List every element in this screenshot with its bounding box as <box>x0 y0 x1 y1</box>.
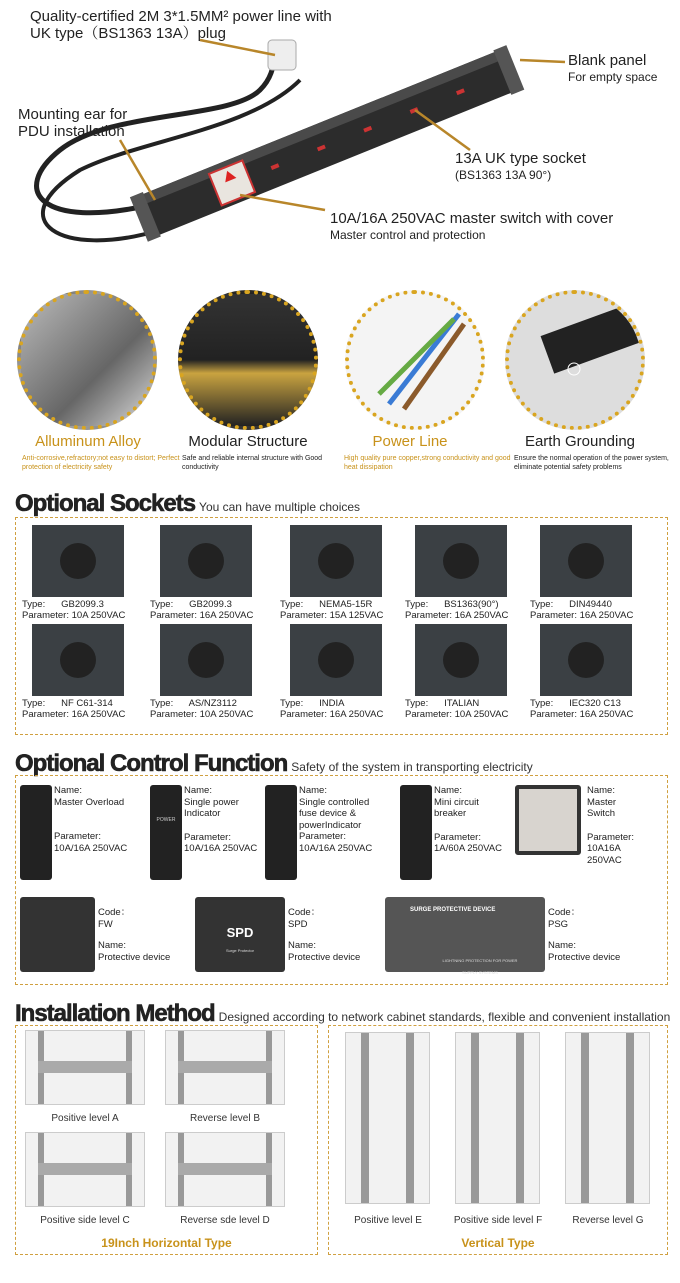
mounting-ear-callout <box>18 106 127 140</box>
parameter-label: Parameter: <box>299 831 346 842</box>
control-image <box>20 785 52 880</box>
control-item <box>150 785 280 885</box>
rack-image <box>165 1132 285 1207</box>
socket-image <box>540 525 632 597</box>
control-text <box>434 785 502 855</box>
socket-parameter <box>150 610 270 621</box>
socket-item <box>530 525 650 621</box>
type-value: GB2099.3 <box>61 599 104 610</box>
control-parameter: 10A16A 250VAC <box>587 843 622 866</box>
socket-image <box>290 525 382 597</box>
socket-image <box>540 624 632 696</box>
protective-text <box>288 907 360 963</box>
socket-item <box>280 525 400 621</box>
optional-control-heading <box>15 750 533 778</box>
socket-item <box>530 624 650 720</box>
control-parameter: 10A/16A 250VAC <box>184 843 258 854</box>
name-label: Name: <box>98 940 126 951</box>
socket-parameter <box>405 610 525 621</box>
section-title: Optional Control Function <box>15 750 288 777</box>
type-label: Type: <box>405 599 429 610</box>
parameter-value: 16A 250VAC <box>199 610 254 621</box>
callout-text: UK type（BS1363 13A）plug <box>30 25 226 42</box>
feature-description: Ensure the normal operation of the power system, eliminate potential safety problems <box>514 455 669 471</box>
code-label: Code： <box>288 907 321 918</box>
control-text <box>587 785 645 866</box>
rack-image <box>165 1030 285 1105</box>
socket-parameter <box>280 610 400 621</box>
type-value: BS1363(90°) <box>444 599 499 610</box>
parameter-label: Parameter: <box>405 610 452 621</box>
type-value: NEMA5-15R <box>319 599 373 610</box>
socket-item <box>22 525 142 621</box>
power-label: POWER <box>156 817 176 823</box>
socket-image <box>32 525 124 597</box>
socket-type <box>530 599 650 610</box>
switch-callout <box>330 210 613 244</box>
parameter-label: Parameter: <box>280 610 327 621</box>
parameter-value: 16A 250VAC <box>329 709 384 720</box>
socket-type <box>405 698 525 709</box>
device-sublabel: Surge Protector <box>225 948 254 953</box>
callout-text: 13A UK type socket <box>455 150 586 167</box>
install-caption: Reverse level G <box>572 1215 644 1226</box>
control-image <box>150 785 182 880</box>
rack-image <box>455 1032 540 1204</box>
device-label: SPD <box>226 925 254 940</box>
type-label: Type: <box>150 698 174 709</box>
protective-image <box>20 897 95 972</box>
type-label: Type: <box>405 698 429 709</box>
socket-type <box>530 698 650 709</box>
control-name: Master Switch <box>587 796 617 819</box>
modular-structure-image <box>178 290 318 430</box>
rack-image <box>565 1032 650 1204</box>
feature-description: High quality pure copper,strong conductivity and good heat dissipation <box>344 455 511 471</box>
socket-type <box>280 599 400 610</box>
device-sublabel: LIGHTNING PROTECTION FOR POWER SUPPLY SYSTEMS <box>442 958 518 975</box>
parameter-label: Parameter: <box>150 610 197 621</box>
parameter-label: Parameter: <box>587 831 634 843</box>
protective-code: SPD <box>288 918 308 930</box>
install-caption: Reverse level B <box>189 1113 261 1124</box>
parameter-value: 16A 250VAC <box>579 709 634 720</box>
parameter-label: Parameter: <box>22 610 69 621</box>
code-label: Code： <box>98 907 131 918</box>
control-text <box>184 785 257 855</box>
socket-item <box>22 624 142 720</box>
type-label: Type: <box>22 698 46 709</box>
parameter-value: 10A 250VAC <box>199 709 254 720</box>
socket-image <box>160 525 252 597</box>
socket-item <box>405 624 525 720</box>
pdu-product-image <box>0 0 680 290</box>
protective-image <box>385 897 545 975</box>
control-parameter: 10A/16A 250VAC <box>54 842 128 854</box>
type-value: GB2099.3 <box>189 599 232 610</box>
protective-text <box>98 907 170 963</box>
control-text <box>54 785 127 854</box>
install-caption: Reverse sde level D <box>180 1215 270 1226</box>
socket-parameter <box>150 709 270 720</box>
control-text <box>299 785 372 854</box>
socket-item <box>280 624 400 720</box>
type-value: IEC320 C13 <box>569 698 621 709</box>
socket-parameter <box>22 610 142 621</box>
callout-text: Blank panel <box>568 52 647 69</box>
socket-type <box>150 698 270 709</box>
type-label: Type: <box>280 599 304 610</box>
name-label: Name: <box>299 785 327 796</box>
section-title: Installation Method <box>15 1000 215 1027</box>
section-subtitle: Designed according to network cabinet standards, flexible and convenient installation <box>218 1010 671 1024</box>
name-label: Name: <box>587 785 615 796</box>
callout-text: Quality-certified 2M 3*1.5MM² power line with <box>30 8 332 25</box>
type-value: DIN49440 <box>569 599 612 610</box>
protective-name: Protective device <box>98 951 171 963</box>
control-name: Master Overload <box>54 796 125 808</box>
parameter-label: Parameter: <box>434 831 481 843</box>
parameter-label: Parameter: <box>530 709 577 720</box>
socket-parameter <box>405 709 525 720</box>
type-value: AS/NZ3112 <box>188 698 237 709</box>
socket-type <box>150 599 270 610</box>
socket-item <box>150 525 270 621</box>
horizontal-type-title: 19Inch Horizontal Type <box>101 1236 232 1250</box>
callout-sub: (BS1363 13A 90°) <box>455 168 552 182</box>
parameter-label: Parameter: <box>150 709 197 720</box>
feature-title: Alluminum Alloy <box>35 433 141 450</box>
type-label: Type: <box>530 698 554 709</box>
protective-name: Protective device <box>548 951 621 963</box>
control-image <box>400 785 432 880</box>
parameter-label: Parameter: <box>405 709 452 720</box>
install-caption: Positive side level C <box>40 1215 130 1226</box>
type-label: Type: <box>280 698 304 709</box>
control-image <box>265 785 297 880</box>
socket-type <box>22 698 142 709</box>
feature-description: Safe and reliable internal structure with Good conductivity <box>182 455 323 471</box>
socket-parameter <box>22 709 142 720</box>
feature-description: Anti-corrosive,refractory;not easy to distort; Perfect protection of electricity safety <box>22 455 180 471</box>
callout-sub: Master control and protection <box>330 228 486 242</box>
socket-parameter <box>280 709 400 720</box>
feature-title: Earth Grounding <box>524 433 636 450</box>
parameter-label: Parameter: <box>22 709 69 720</box>
callout-sub: For empty space <box>568 70 658 84</box>
callout-text: Mounting ear for <box>18 106 128 123</box>
feature-title: Power Line <box>372 433 448 450</box>
control-parameter: 10A/16A 250VAC <box>299 842 373 854</box>
parameter-label: Parameter: <box>184 831 231 843</box>
install-caption: Positive level E <box>354 1215 422 1226</box>
type-value: ITALIAN <box>444 698 480 709</box>
socket-callout <box>455 150 586 184</box>
type-label: Type: <box>530 599 554 610</box>
type-value: NF C61-314 <box>61 698 113 709</box>
parameter-value: 10A 250VAC <box>454 709 509 720</box>
socket-image <box>160 624 252 696</box>
name-label: Name: <box>288 940 316 951</box>
earth-grounding-image <box>505 290 645 430</box>
protective-name: Protective device <box>288 951 361 963</box>
protective-code: PSG <box>548 918 569 930</box>
control-item <box>265 785 395 885</box>
type-label: Type: <box>150 599 174 610</box>
name-label: Name: <box>548 940 576 951</box>
rack-image <box>25 1030 145 1105</box>
control-item <box>515 785 645 885</box>
socket-item <box>405 525 525 621</box>
aluminum-alloy-image <box>17 290 157 430</box>
section-subtitle: Safety of the system in transporting electricity <box>291 760 533 774</box>
socket-type <box>405 599 525 610</box>
vertical-type-title: Vertical Type <box>461 1236 535 1250</box>
parameter-value: 16A 250VAC <box>579 610 634 621</box>
rack-image <box>345 1032 430 1204</box>
socket-image <box>415 624 507 696</box>
socket-image <box>415 525 507 597</box>
type-value: INDIA <box>319 698 345 709</box>
feature-title: Modular Structure <box>188 433 308 450</box>
control-image <box>515 785 581 855</box>
socket-parameter <box>530 709 650 720</box>
parameter-value: 16A 250VAC <box>454 610 509 621</box>
section-title: Optional Sockets <box>15 490 196 517</box>
control-name: Mini circuit breaker <box>434 796 479 819</box>
socket-type <box>22 599 142 610</box>
install-caption: Positive side level F <box>453 1215 543 1226</box>
protective-item <box>385 897 645 977</box>
parameter-value: 10A 250VAC <box>71 610 126 621</box>
rack-image <box>25 1132 145 1207</box>
install-caption: Positive level A <box>51 1113 119 1124</box>
protective-text <box>548 907 620 963</box>
control-name: Single controlled fuse device & powerIndicator <box>299 796 370 831</box>
name-label: Name: <box>184 785 212 796</box>
protective-image <box>195 897 285 972</box>
socket-type <box>280 698 400 709</box>
name-label: Name: <box>54 785 82 796</box>
installation-heading <box>15 1000 670 1028</box>
parameter-value: 15A 125VAC <box>329 610 384 621</box>
section-subtitle: You can have multiple choices <box>199 500 361 514</box>
blank-panel-callout <box>568 52 657 86</box>
power-line-callout <box>30 8 332 42</box>
parameter-label: Parameter: <box>280 709 327 720</box>
code-label: Code： <box>548 907 581 918</box>
socket-image <box>32 624 124 696</box>
device-label: SURGE PROTECTIVE DEVICE <box>410 907 496 913</box>
parameter-label: Parameter: <box>530 610 577 621</box>
callout-text: 10A/16A 250VAC master switch with cover <box>330 210 614 227</box>
parameter-value: 16A 250VAC <box>71 709 126 720</box>
control-item <box>400 785 530 885</box>
callout-text: PDU installation <box>18 123 125 140</box>
socket-item <box>150 624 270 720</box>
control-name: Single power Indicator <box>184 796 239 819</box>
optional-sockets-heading <box>15 490 360 518</box>
socket-parameter <box>530 610 650 621</box>
control-item <box>20 785 150 885</box>
power-line-image <box>345 290 485 430</box>
parameter-label: Parameter: <box>54 831 101 842</box>
socket-image <box>290 624 382 696</box>
control-parameter: 1A/60A 250VAC <box>434 843 502 854</box>
name-label: Name: <box>434 785 462 796</box>
protective-code: FW <box>98 918 113 930</box>
type-label: Type: <box>22 599 46 610</box>
